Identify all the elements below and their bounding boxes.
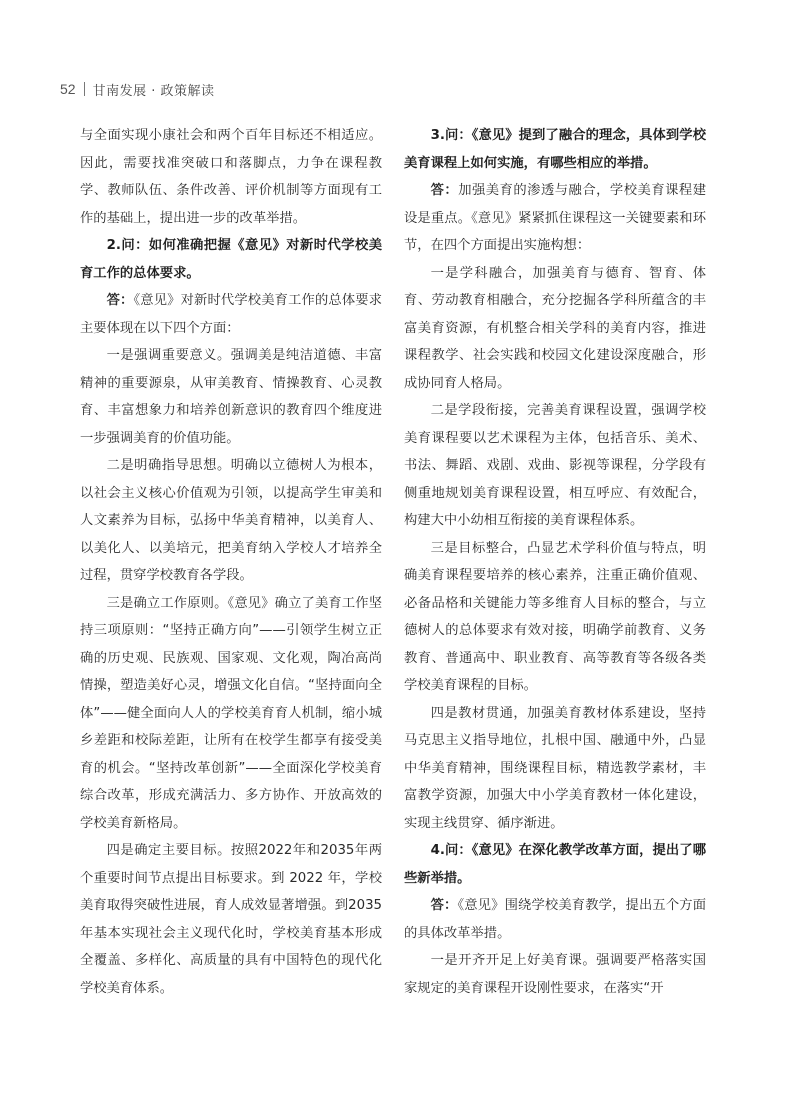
paragraph-point-three: 三是确立工作原则。《意见》确立了美育工作坚持三项原则：“坚持正确方向”——引领学生树立正确的历史观、民族观、国家观、文化观，陶冶高尚情操，塑造美好心灵，增强文化自信。“坚持面向全体”——健全面向人人的学校美育育人机制，缩小城乡差距和校际差距，让所有在校学生都享有接受美育的机会。“坚持改革创新”——全面深化学校美育综合改革，形成充满活力、多方协作、开放高效的学校美育新格局。 <box>80 595 382 831</box>
paragraph-point-two: 二是学段衔接，完善美育课程设置，强调学校美育课程要以艺术课程为主体，包括音乐、美术、书法、舞蹈、戏剧、戏曲、影视等课程，分学段有侧重地规划美育课程设置，相互呼应、有效配合，构建大中小幼相互衔接的美育课程体系。 <box>404 403 706 528</box>
answer-4 <box>404 892 706 947</box>
left-column <box>80 122 382 1002</box>
question-4: 4.问：《意见》在深化教学改革方面，提出了哪些新举措。 <box>404 843 706 886</box>
page-number: 52 <box>60 81 76 97</box>
paragraph-point-two: 二是明确指导思想。明确以立德树人为根本，以社会主义核心价值观为引领，以提高学生审美和人文素养为目标，弘扬中华美育精神，以美育人、以美化人、以美培元，把美育纳入学校人才培养全过程，贯穿学校教育各学段。 <box>80 458 382 583</box>
paragraph-continued: 与全面实现小康社会和两个百年目标还不相适应。因此，需要找准突破口和落脚点，力争在课程教学、教师队伍、条件改善、评价机制等方面现有工作的基础上，提出进一步的改革举措。 <box>80 128 382 226</box>
paragraph-point-four: 四是确定主要目标。按照2022年和2035年两个重要时间节点提出目标要求。到 2022 年，学校美育取得突破性进展，育人成效显著增强。到2035年基本实现社会主义现代化时，学校美育基本形成全覆盖、多样化、高质量的具有中国特色的现代化学校美育体系。 <box>80 843 382 996</box>
answer-text: 《意见》对新时代学校美育工作的总体要求主要体现在以下四个方面： <box>80 293 382 336</box>
paragraph-point-three: 三是目标整合，凸显艺术学科价值与特点，明确美育课程要培养的核心素养，注重正确价值观、必备品格和关键能力等多维育人目标的整合，与立德树人的总体要求有效对接，明确学前教育、义务教育、普通高中、职业教育、高等教育等各级各类学校美育课程的目标。 <box>404 540 706 693</box>
publication-title: 甘南发展 · 政策解读 <box>92 83 215 99</box>
answer-label: 答： <box>106 293 134 308</box>
answer-label: 答： <box>430 898 458 913</box>
paragraph-point-five: 一是开齐开足上好美育课。强调要严格落实国家规定的美育课程开设刚性要求，在落实“开 <box>404 953 706 996</box>
answer-3 <box>404 177 706 260</box>
answer-2 <box>80 287 382 342</box>
right-column <box>404 122 706 1002</box>
question-3: 3.问：《意见》提到了融合的理念，具体到学校美育课程上如何实施，有哪些相应的举措。 <box>404 128 706 171</box>
paragraph-point-one: 一是强调重要意义。强调美是纯洁道德、丰富精神的重要源泉，从审美教育、情操教育、心灵教育、丰富想象力和培养创新意识的教育四个维度进一步强调美育的价值功能。 <box>80 348 382 446</box>
paragraph-point-one: 一是学科融合，加强美育与德育、智育、体育、劳动教育相融合，充分挖掘各学科所蕴含的丰富美育资源，有机整合相关学科的美育内容，推进课程教学、社会实践和校园文化建设深度融合，形成协同育人格局。 <box>404 265 706 391</box>
running-header <box>60 78 214 100</box>
paragraph-point-four: 四是教材贯通，加强美育教材体系建设，坚持马克思主义指导地位，扎根中国、融通中外，凸显中华美育精神，围绕课程目标，精选教学素材，丰富教学资源，加强大中小学美育教材一体化建设，实现主线贯穿、循序渐进。 <box>404 705 706 831</box>
answer-label: 答： <box>430 183 459 198</box>
header-divider <box>84 82 85 96</box>
answer-text: 《意见》围绕学校美育教学，提出五个方面的具体改革举措。 <box>404 898 706 941</box>
answer-text: 加强美育的渗透与融合，学校美育课程建设是重点。《意见》紧紧抓住课程这一关键要素和环节，在四个方面提出实施构想： <box>404 183 707 253</box>
question-2: 2.问：如何准确把握《意见》对新时代学校美育工作的总体要求。 <box>80 238 382 281</box>
